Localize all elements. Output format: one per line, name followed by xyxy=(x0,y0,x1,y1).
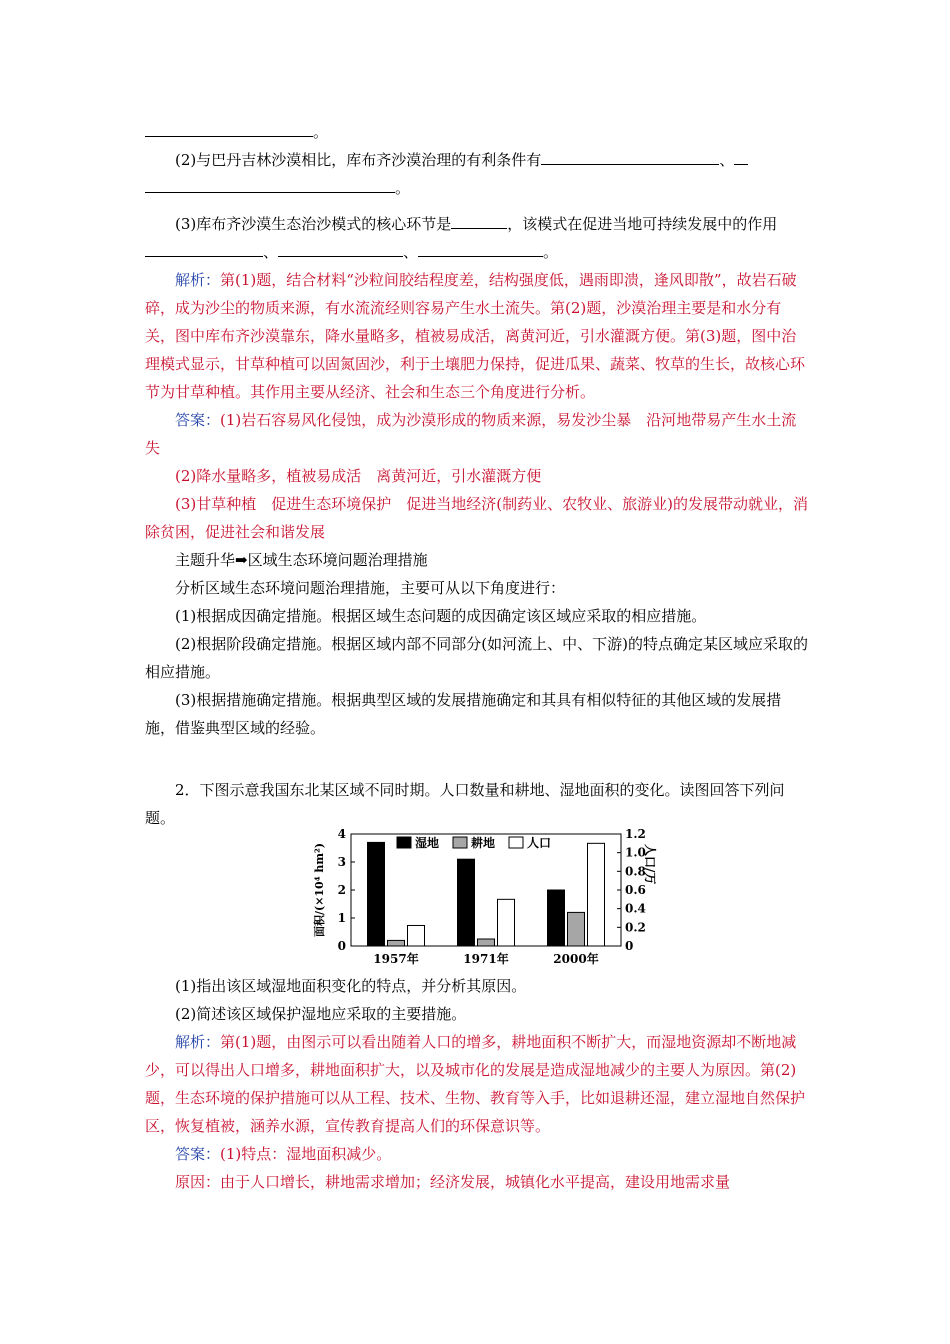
blank xyxy=(418,240,543,257)
theme-intro: 分析区域生态环境问题治理措施，主要可从以下角度进行： xyxy=(175,579,566,597)
chart-container xyxy=(145,827,810,972)
question-1-3: (3)库布齐沙漠生态治沙模式的核心环节是 ，该模式在促进当地可持续发展中的作用、 、 。 xyxy=(145,210,810,266)
blank xyxy=(278,240,403,257)
answer-1-2: (2)降水量略多，植被易成活 离黄河近，引水灌溉方便 xyxy=(175,467,542,485)
answer-1-3: (3)甘草种植 促进生态环境保护 促进当地经济(制药业、农牧业、旅游业)的发展带动就业，消除贫困，促进社会和谐发展 xyxy=(145,495,808,541)
answer-blank-line: 。 xyxy=(145,118,810,146)
question-1-2: (2)与巴丹吉林沙漠相比，库布齐沙漠治理的有利条件有 、 。 xyxy=(145,146,810,202)
question-2-1: (1)指出该区域湿地面积变化的特点，并分析其原因。 xyxy=(175,977,527,995)
bar-耕地-2000年 xyxy=(568,912,585,946)
y2-axis-label: 人口/万 xyxy=(643,844,657,885)
bar-湿地-1971年 xyxy=(458,859,475,946)
bar-耕地-1957年 xyxy=(388,940,405,946)
bar-耕地-1971年 xyxy=(478,939,495,946)
theme-title: 区域生态环境问题治理措施 xyxy=(247,551,428,569)
arrow-right-icon: ➡ xyxy=(235,551,248,569)
analysis-label: 解析： xyxy=(175,1033,221,1051)
y-tick-label: 0 xyxy=(337,939,346,953)
question-2-stem: 2．下图示意我国东北某区域不同时期。人口数量和耕地、湿地面积的变化。读图回答下列问题。 xyxy=(145,781,785,827)
answer-label: 答案： xyxy=(175,411,221,429)
y2-tick-label: 0.2 xyxy=(625,920,646,935)
analysis-label: 解析： xyxy=(175,271,221,289)
x-tick-label: 2000年 xyxy=(553,952,599,966)
y2-tick-label: 0.6 xyxy=(625,883,646,897)
theme-item-2: (2)根据阶段确定措施。根据区域内部不同部分(如河流上、中、下游)的特点确定某区域应采取的相应措施。 xyxy=(145,635,808,681)
x-tick-label: 1957年 xyxy=(373,952,419,966)
blank xyxy=(145,120,313,137)
answer-2-1: 答案：(1)特点：湿地面积减少。 xyxy=(175,1145,392,1163)
y2-tick-label: 0.8 xyxy=(625,864,646,879)
legend-label-population: 人口 xyxy=(527,836,552,850)
legend-label-farmland: 耕地 xyxy=(471,836,496,850)
theme-item-1: (1)根据成因确定措施。根据区域生态问题的成因确定该区域应采取的相应措施。 xyxy=(175,607,707,625)
bar-人口-2000年 xyxy=(588,843,605,946)
bar-湿地-2000年 xyxy=(548,890,565,946)
x-tick-label: 1971年 xyxy=(463,952,509,966)
analysis-1: 解析：第(1)题，结合材料“沙粒间胶结程度差，结构强度低，遇雨即溃，逢风即散”，故岩石破碎，成为沙尘的物质来源，有水流流经则容易产生水土流失。第(2)题，沙漠治理主要是和水分有关，图中库布齐沙漠靠东，降水量略多，植被易成活，离黄河近，引水灌溉方便。第(3)题，图中治理模式显示，甘草种植可以固氮固沙，利于土壤肥力保持，促进瓜果、蔬菜、牧草的生长，故核心环节为甘草种植。其作用主要从经济、社会和生态三个角度进行分析。 xyxy=(145,271,806,401)
y2-tick-label: 0 xyxy=(625,939,634,953)
legend-label-wetland: 湿地 xyxy=(415,836,440,850)
y2-tick-label: 0.4 xyxy=(625,901,646,916)
y-axis-label: 面积/(×10⁴ hm²) xyxy=(313,842,326,938)
y2-tick-label: 1.0 xyxy=(625,845,646,860)
bar-人口-1957年 xyxy=(408,925,425,946)
blank xyxy=(541,148,719,165)
blank xyxy=(734,148,748,165)
answer-1-1: 答案：(1)岩石容易风化侵蚀，成为沙漠形成的物质来源，易发沙尘暴 沿河地带易产生水土流失 xyxy=(145,411,797,457)
answer-label: 答案： xyxy=(175,1145,221,1163)
blank xyxy=(145,176,395,193)
blank xyxy=(145,240,263,257)
answer-2-2: 原因：由于人口增长，耕地需求增加；经济发展，城镇化水平提高，建设用地需求量 xyxy=(175,1173,731,1191)
theme-heading: 主题升华➡区域生态环境问题治理措施 xyxy=(175,551,428,569)
blank xyxy=(451,212,507,229)
legend-swatch-wetland xyxy=(397,837,411,848)
y-tick-label: 2 xyxy=(337,883,346,897)
bar-chart xyxy=(311,827,657,972)
bar-人口-1971年 xyxy=(498,899,515,946)
y2-tick-label: 1.2 xyxy=(625,827,646,841)
legend-swatch-farmland xyxy=(453,837,467,848)
document-page xyxy=(145,118,810,1196)
theme-item-3: (3)根据措施确定措施。根据典型区域的发展措施确定和其具有相似特征的其他区域的发展措施，借鉴典型区域的经验。 xyxy=(145,691,782,737)
bar-湿地-1957年 xyxy=(368,842,385,946)
y-tick-label: 1 xyxy=(337,911,346,925)
question-2-2: (2)简述该区域保护湿地应采取的主要措施。 xyxy=(175,1005,467,1023)
y-tick-label: 4 xyxy=(337,827,346,841)
legend-swatch-population xyxy=(509,837,523,848)
analysis-2: 解析：第(1)题，由图示可以看出随着人口的增多，耕地面积不断扩大，而湿地资源却不断地减少，可以得出人口增多，耕地面积扩大，以及城市化的发展是造成湿地减少的主要人为原因。第(2)题，生态环境的保护措施可以从工程、技术、生物、教育等入手，比如退耕还湿，建立湿地自然保护区，恢复植被，涵养水源，宣传教育提高人们的环保意识等。 xyxy=(145,1033,806,1135)
y-tick-label: 3 xyxy=(337,855,346,869)
